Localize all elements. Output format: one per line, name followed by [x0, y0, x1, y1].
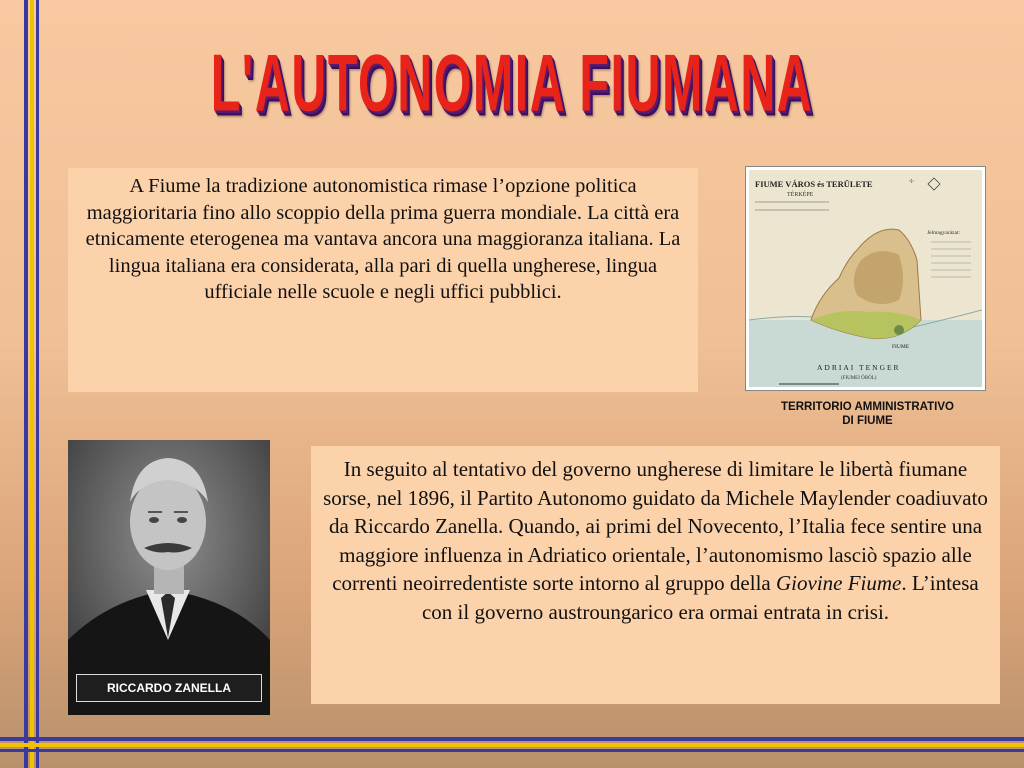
- map-sea-label: ADRIAI TENGER: [817, 363, 901, 372]
- map-subtitle: TÉRKÉPE: [787, 192, 814, 198]
- history-text-start: In seguito al tentativo del governo ungherese di limitare le libertà fiumane sorse, nel 1896, il Partito Autonomo guidato da Michele Maylender coadiuvato da Riccardo Zanella. Quando, ai primi del Novecento, l’Italia fece sentire una maggiore influenza in Adriatico orientale, l’autonomismo lasciò spazio alle correnti neoirredentiste sorte intorno al gruppo della: [323, 457, 988, 596]
- map-title: FIUME VÁROS és TERÜLETE: [755, 179, 873, 189]
- portrait-caption: RICCARDO ZANELLA: [76, 674, 262, 702]
- map-caption-line2: DI FIUME: [842, 415, 893, 427]
- map-sea-sublabel: (FIUMEI ÖBÖL): [841, 376, 877, 381]
- left-rule-blue: [24, 0, 28, 768]
- map-image: [745, 166, 986, 391]
- intro-text: A Fiume la tradizione autonomistica rimase l’opzione politica maggioritaria fino allo scoppio della prima guerra mondiale. La città era etnicamente eterogenea ma vantava ancora una maggioranza italiana. La lingua italiana era considerata, alla pari di quella ungherese, lingua ufficiale nelle scuole e negli uffici pubblici.: [85, 175, 681, 303]
- slide-title: L'AUTONOMIA FIUMANA: [210, 38, 814, 129]
- svg-text:☩: ☩: [909, 179, 914, 185]
- map-caption-line1: TERRITORIO AMMINISTRATIVO: [781, 401, 954, 413]
- bottom-rule-blue: [0, 737, 1024, 741]
- left-rule-gold: [30, 0, 34, 768]
- intro-text-box: [68, 168, 698, 392]
- left-rule-blue-inner: [36, 0, 39, 768]
- map-legend-title: Jelmagyarázat:: [927, 230, 960, 236]
- bottom-rule-gold: [0, 743, 1024, 747]
- map-caption: [740, 400, 995, 428]
- history-text-italic: Giovine Fiume: [776, 571, 902, 596]
- bottom-rule-blue-lower: [0, 749, 1024, 752]
- fiume-territory-map: [749, 170, 982, 387]
- history-text-end: . L’intesa con il governo austroungarico era ormai entrata in crisi.: [421, 571, 979, 624]
- history-text-box: [311, 446, 1000, 704]
- map-city-label: FIUME: [892, 344, 910, 350]
